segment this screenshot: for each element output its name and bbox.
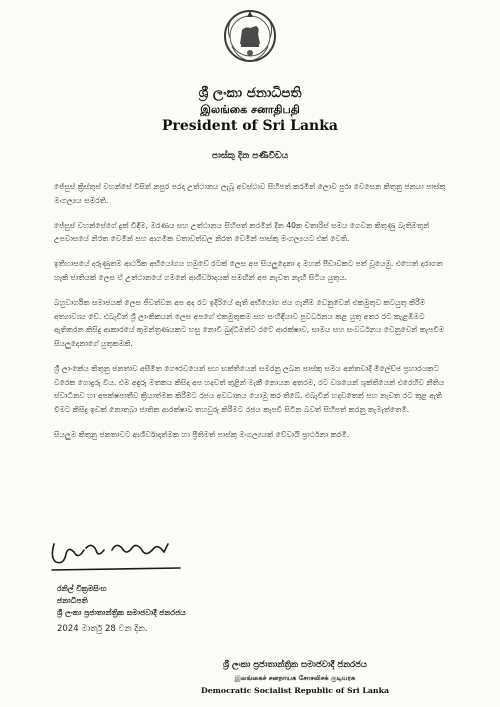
signatory-country: ශ්‍රී ලංකා ප්‍රජාතාන්ත්‍රික සමාජවාදී ජනරජය	[57, 608, 186, 617]
paragraph-6: සියලුම කිතුනු ජනතාවට ආශීර්වාදාත්මක හා ප්‍රීතිමත් පාස්කු මංගල්‍යයක් වේවායි ප්‍රාර්ථනා කරමි.	[54, 429, 350, 439]
letterhead-title-tamil: இலங்கை சனாதிபதி	[200, 103, 300, 116]
paragraph-5: ශ්‍රී ලාංකේය කිතුනු ජනතාව අසීමිත ගෞරවයෙන් සහ භක්තියෙන් සමරනු ලබන පාස්කු සමය අන්තවාදී මිලේච්ඡ ප්‍රහාරයකට වරෙක ගොදුරු විය. එම අඳුරු මතකය කිසිදා අප හදවත් තුළින් මැකී නොයන අතරම, රට වශයෙන් ශුක්තියෙන් එරෙහිව නීතිය ස්වාධීනව හා අපක්ෂපාතීව ක්‍රියාත්මක කිරීමට රජය අවධානය යොමු කර තිබේ. එබැවින් හදවතෙන් සහ නැවත රට තුළ ඇති වීමට කිසිදු ඉඩක් නොතබා ජාතික ආරක්ෂාව තහවුරු කිරීමට රජය කැපවී සිටින බවත් සිහිපත් කරනු කැමැත්තෙමි.	[54, 363, 445, 414]
signatory-name: රනිල් වික්‍රමසිංහ	[57, 584, 107, 593]
handwritten-signature	[46, 532, 186, 576]
signatory-block	[57, 583, 186, 619]
letter-subject: පාස්කු දින පණිවිඩය	[211, 151, 289, 161]
letter-date: 2024 මාර්තු 28 වන දින.	[57, 624, 148, 634]
letterhead-title-sinhala: ශ්‍රී ලංකා ජනාධිපති	[198, 85, 302, 101]
national-emblem-icon	[222, 8, 278, 66]
footer-english: Democratic Socialist Republic of Sri Lanka	[200, 686, 390, 695]
footer-sinhala: ශ්‍රී ලංකා ප්‍රජාතාන්ත්‍රික සමාජවාදී ජනරජය	[222, 660, 368, 670]
signatory-designation: ජනාධිපති	[57, 596, 88, 605]
paragraph-4: බහුවාර්ගික සමාජයක් ලෙස ජීවත්වන අප අද රට ඉදිරියේ ඇති අභියෝග ජය ගැනීම වෙනුවෙන් එකමුතුව කටයුතු කිරීම අත්‍යාවශ්‍ය වේ. එබැවින් ශ්‍රී ලාංකිකයන් ලෙස අපගේ එකමුතුකම සහ සංහිඳියාව පුවර්ධනය කළ යුතු අතර රට කැළඹීමට ඇතිකරන කිසිදු ආකාරයේ කුමන්ත්‍රණයකට හසු නොවී බුද්ධිමත්ව රටේ ආරක්ෂාව, සාමය සහ සංවර්ධනය වෙනුවෙන් කැපවීම සියලුදෙනාගේ යුතුකමකි.	[54, 298, 445, 348]
footer-tamil: இலங்கைச் சனநாயக சோசலிசக் குடியரசு	[234, 674, 356, 682]
paragraph-1: ජේසුස් ක්‍රිස්තුස් වහන්සේ විසින් නපුර පරදා උත්ථානය ලැබූ අවස්ථාව සිහිපත් කරමින් ලොව පුරා වෙසෙන කිතුනු ජනයා පාස්කු මංගල්‍යය සමරති.	[54, 182, 446, 205]
letter-body	[54, 180, 450, 453]
paragraph-2: ජේසුස් වහන්සේගේ දුක් විඳීම, මරණය සහ උත්ථානය සිහිපත් කරමින් දින 40ක චතාරිස් සමය ගෙවන කිතුණු බැතිමතුන් උපවාසයේ නිරත වෙමින් සහ ආගමික වතාවත්වල නිරත වෙමින් පාස්කු මංගල්‍යයට එක් වෙති.	[54, 220, 430, 244]
letterhead-title-english: President of Sri Lanka	[161, 118, 338, 134]
paragraph-3: ඉතිහාසයේ දරුණුතම ආර්ථික අභියෝගය හමුවේ රටක් ලෙස අප සියලුදෙනා ද මහත් පීඩාවකට පත් වූයෙමු. එහෙත් දරාගත හැකි ජාතියක් ලෙස ඒ උත්ථානයේ ගමනේ ආශීර්වාදයක් සමඟින් අප නැවත නැඟී සිටිය යුතුය.	[54, 259, 443, 282]
